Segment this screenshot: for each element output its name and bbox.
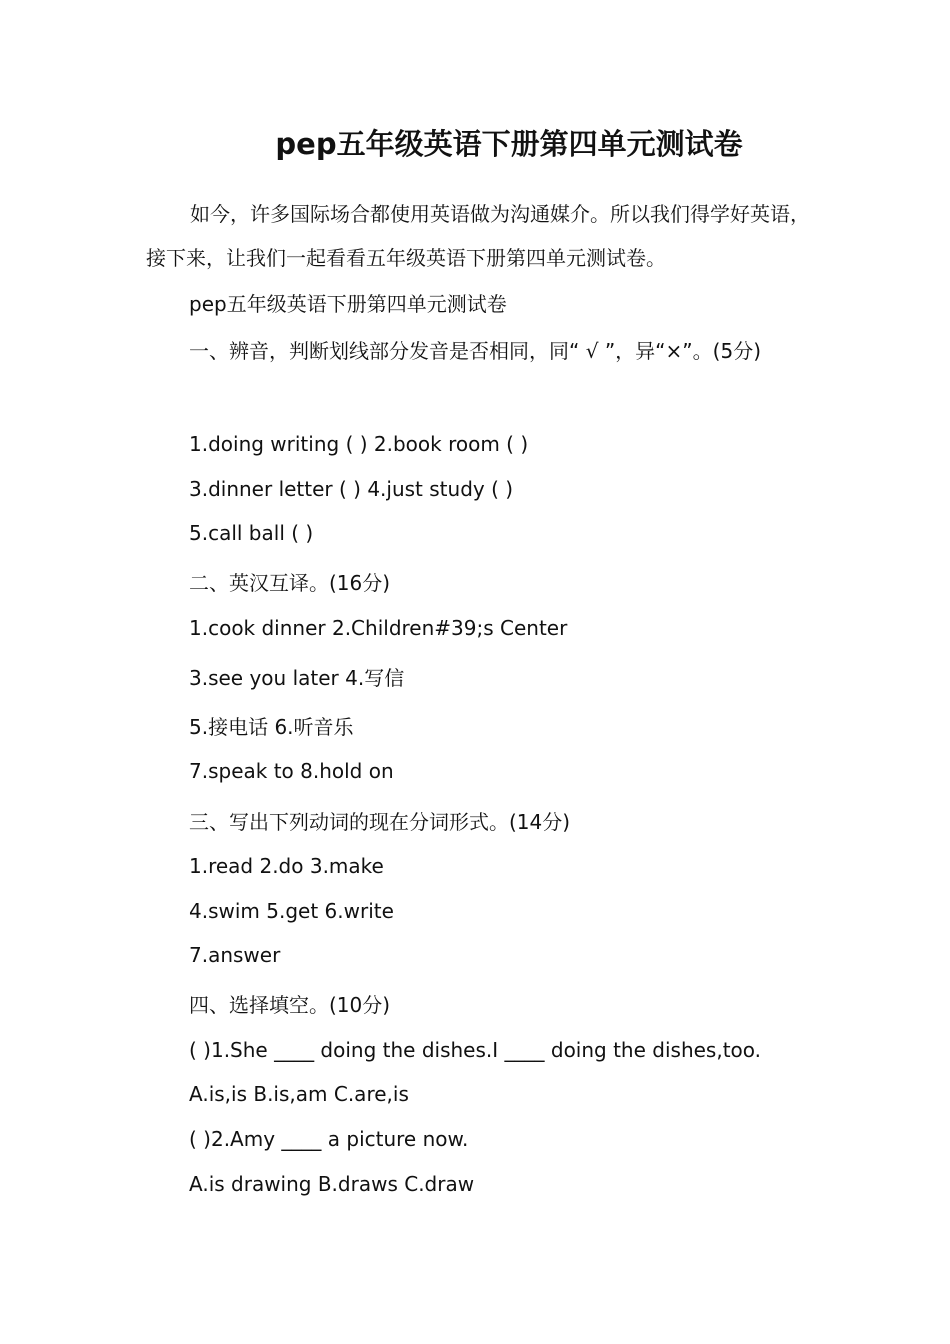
section3-heading: 三、写出下列动词的现在分词形式。(14分) — [189, 810, 571, 834]
section2-line-1: 1.cook dinner 2.Children#39;s Center — [189, 616, 568, 640]
section1-heading: 一、辨音，判断划线部分发音是否相同，同“ √ ”，异“×”。(5分) — [189, 339, 761, 363]
subtitle: pep五年级英语下册第四单元测试卷 — [189, 292, 507, 316]
section4-line-3: ( )2.Amy ____ a picture now. — [189, 1127, 469, 1151]
section3-line-3: 7.answer — [189, 943, 281, 967]
section3-line-1: 1.read 2.do 3.make — [189, 854, 384, 878]
section4-line-1: ( )1.She ____ doing the dishes.I ____ doing the dishes,too. — [189, 1038, 762, 1062]
section4-heading: 四、选择填空。(10分) — [189, 993, 391, 1017]
intro-paragraph: 如今，许多国际场合都使用英语做为沟通媒介。所以我们得学好英语，接下来，让我们一起看看五年级英语下册第四单元测试卷。 — [146, 202, 810, 270]
section2-line-3: 5.接电话 6.听音乐 — [189, 715, 354, 739]
section3-line-2: 4.swim 5.get 6.write — [189, 899, 394, 923]
section2-line-2: 3.see you later 4.写信 — [189, 666, 405, 690]
section1-line-3: 5.call ball ( ) — [189, 521, 314, 545]
section4-line-4: A.is drawing B.draws C.draw — [189, 1172, 475, 1196]
section2-heading: 二、英汉互译。(16分) — [189, 571, 391, 595]
section1-line-1: 1.doing writing ( ) 2.book room ( ) — [189, 432, 529, 456]
document-title: pep五年级英语下册第四单元测试卷 — [275, 127, 743, 161]
section1-line-2: 3.dinner letter ( ) 4.just study ( ) — [189, 477, 514, 501]
section2-line-4: 7.speak to 8.hold on — [189, 759, 394, 783]
section4-line-2: A.is,is B.is,am C.are,is — [189, 1082, 409, 1106]
